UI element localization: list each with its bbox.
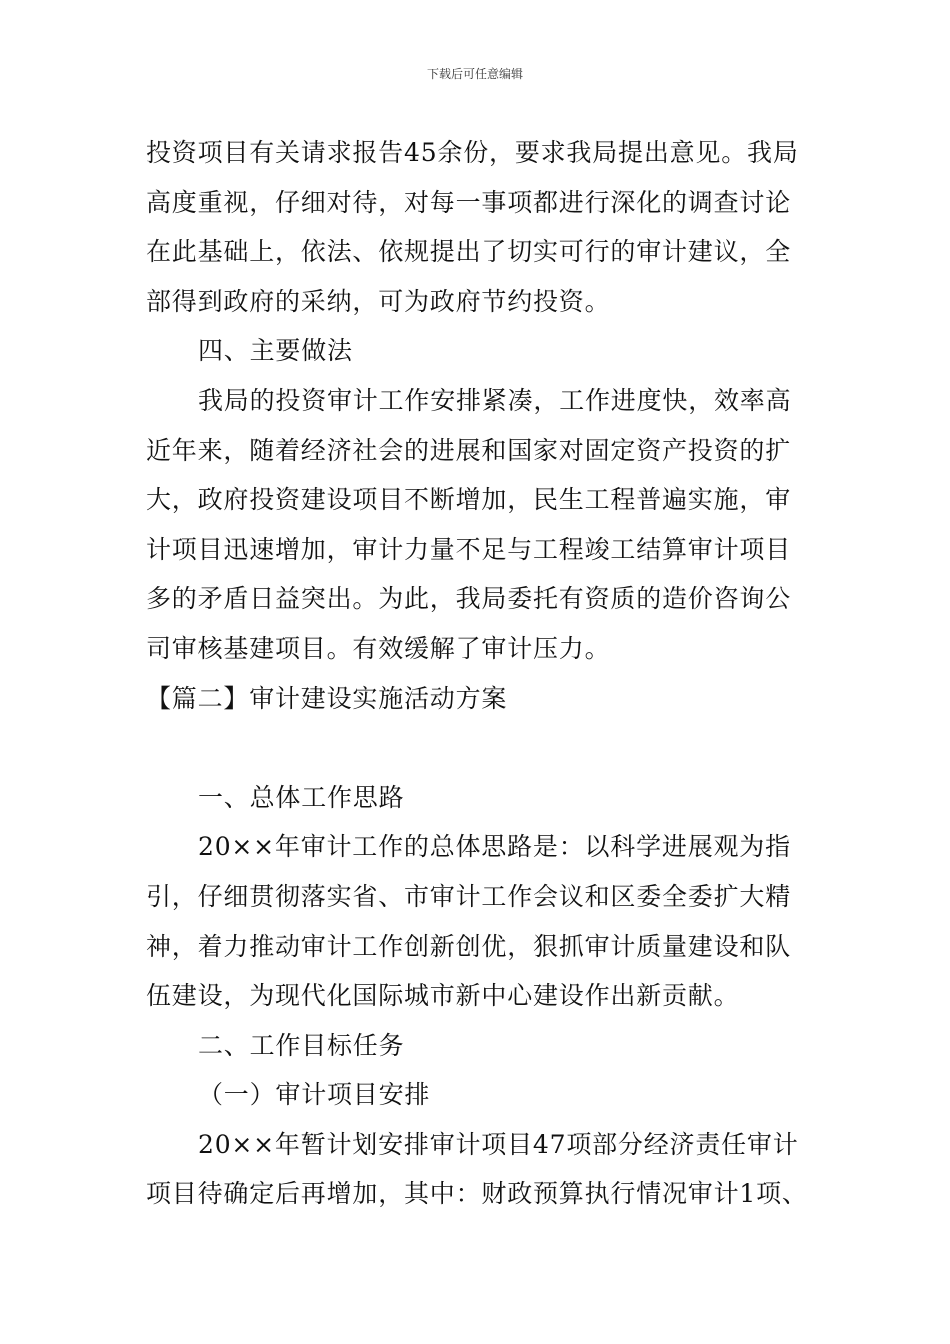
paragraph-line: 我局的投资审计工作安排紧凑，工作进度快，效率高: [198, 385, 792, 415]
page-header: 下载后可任意编辑: [426, 67, 523, 81]
paragraph-line: 在此基础上，依法、依规提出了切实可行的审计建议，全: [146, 237, 792, 267]
paragraph-line: 司审核基建项目。有效缓解了审计压力。: [146, 633, 611, 663]
paragraph-line: 伍建设，为现代化国际城市新中心建设作出新贡献。: [146, 981, 740, 1011]
paragraph-line: 投资项目有关请求报告45余份，要求我局提出意见。我局: [146, 138, 799, 167]
document-title: 【篇二】审计建设实施活动方案: [146, 683, 508, 713]
paragraph-line: 20××年审计工作的总体思路是：以科学进展观为指: [198, 832, 791, 862]
paragraph-line: 项目待确定后再增加，其中：财政预算执行情况审计1项、: [146, 1179, 808, 1209]
subsection-heading: （一）审计项目安排: [198, 1080, 431, 1110]
paragraph-line: 20××年暂计划安排审计项目47项部分经济责任审计: [198, 1129, 799, 1159]
paragraph-line: 大，政府投资建设项目不断增加，民生工程普遍实施，审: [146, 485, 792, 515]
paragraph-line: 计项目迅速增加，审计力量不足与工程竣工结算审计项目: [146, 534, 792, 564]
document-body: [146, 128, 812, 1219]
paragraph-line: 多的矛盾日益突出。为此，我局委托有资质的造价咨询公: [146, 584, 792, 614]
blank-line: [146, 723, 812, 773]
paragraph-line: 神，着力推动审计工作创新创优，狠抓审计质量建设和队: [146, 931, 792, 961]
paragraph-line: 高度重视，仔细对待，对每一事项都进行深化的调查讨论: [146, 187, 792, 217]
section-heading: 四、主要做法: [198, 336, 353, 366]
paragraph-line: 近年来，随着经济社会的进展和国家对固定资产投资的扩: [146, 435, 792, 465]
section-heading: 二、工作目标任务: [198, 1030, 405, 1060]
paragraph-line: 引，仔细贯彻落实省、市审计工作会议和区委全委扩大精: [146, 881, 792, 911]
paragraph-line: 部得到政府的采纳，可为政府节约投资。: [146, 286, 611, 316]
section-heading: 一、总体工作思路: [198, 782, 405, 812]
